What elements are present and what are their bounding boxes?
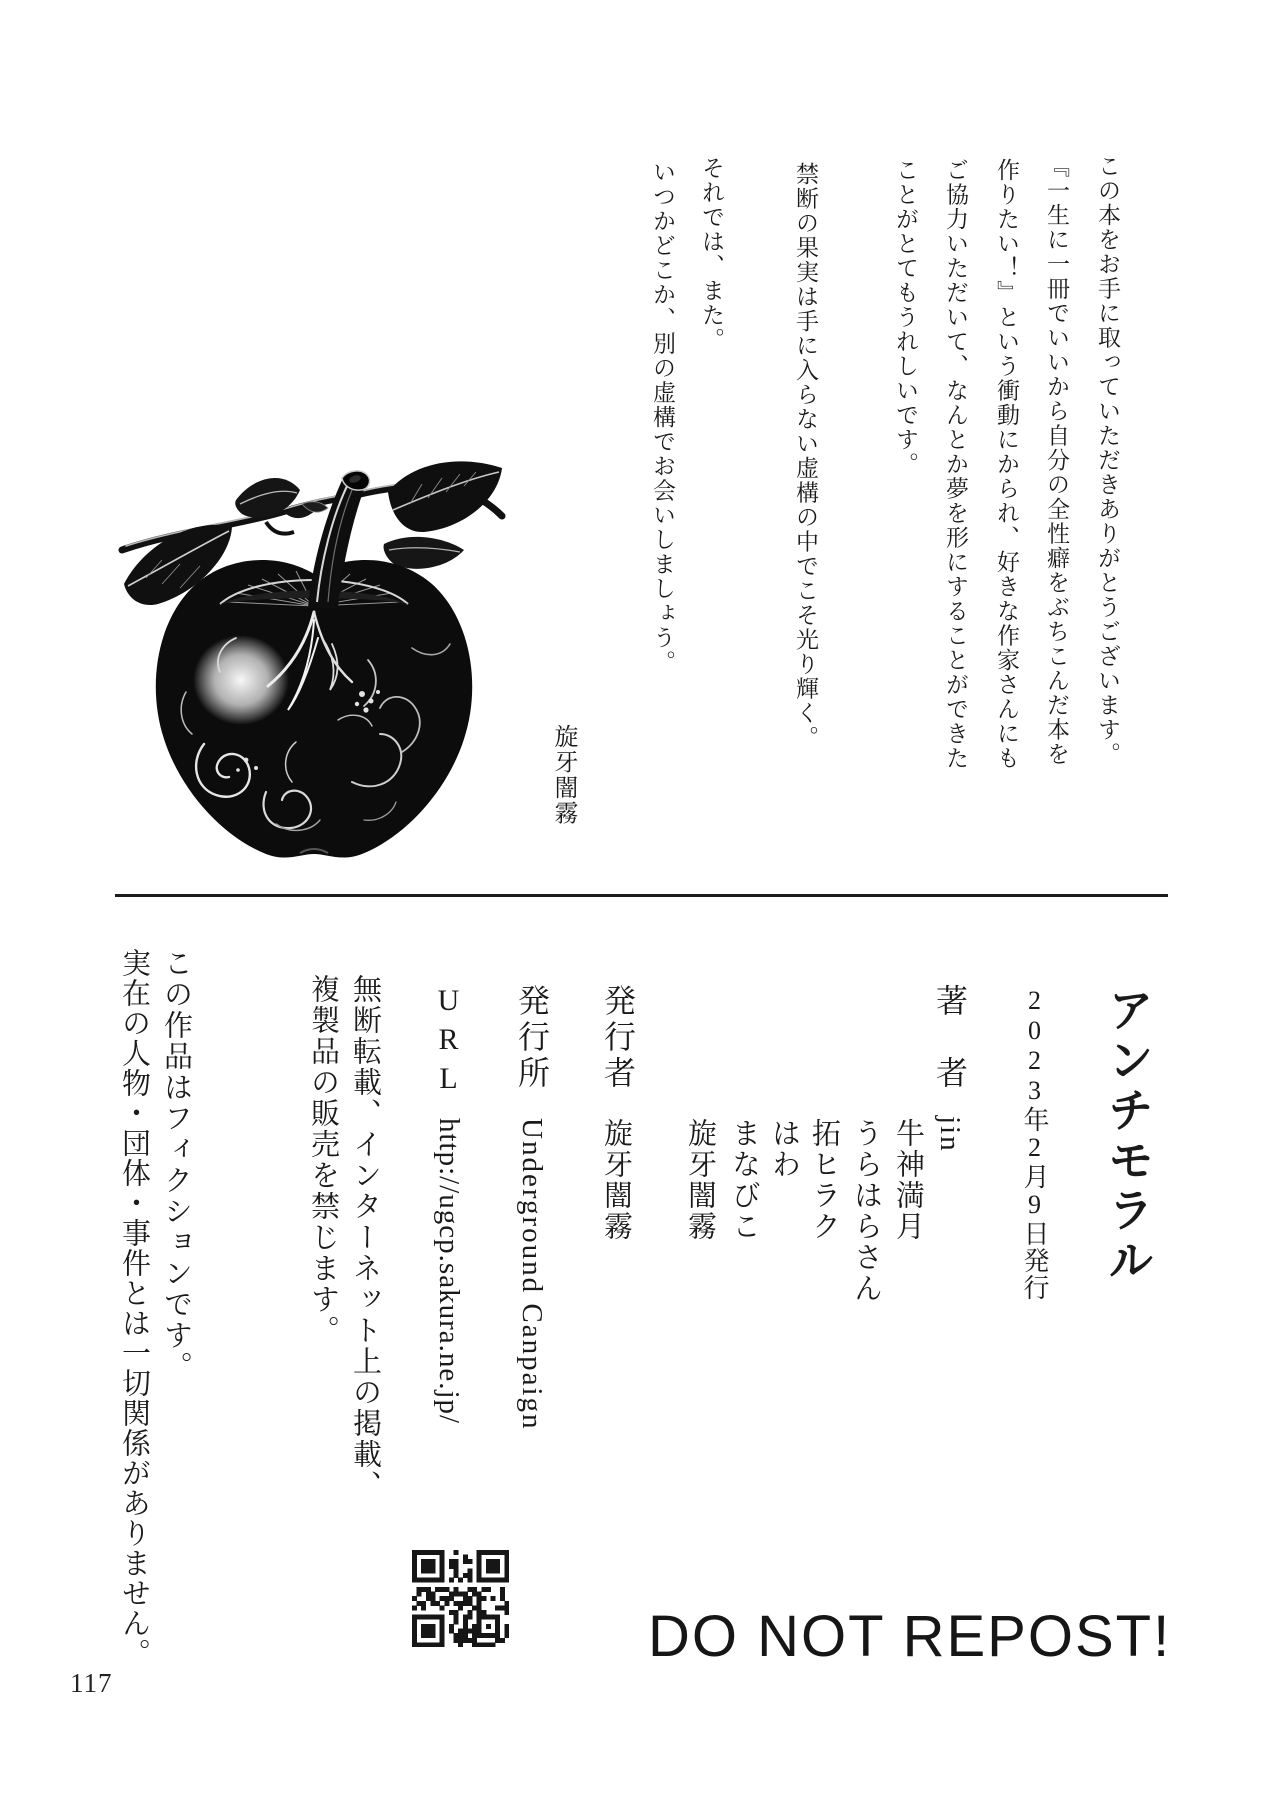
do-not-repost-text: DO NOT REPOST! [648, 1604, 1172, 1669]
copyright-notice-line-2: 複製品の販売を禁じます。 [307, 974, 339, 1346]
afterword-line-7: それでは、また。 [699, 156, 724, 352]
qr-code [412, 1550, 509, 1647]
ornate-apple-illustration [116, 452, 510, 876]
author-name-5: はわ [768, 1118, 800, 1180]
author-name-2: 牛神満月 [892, 1118, 924, 1242]
author-name-7: 旋牙闇霧 [684, 1118, 716, 1242]
afterword-line-4: ご協力いただいて、なんとか夢を形にすることができた [943, 158, 968, 771]
section-divider [115, 894, 1168, 897]
url-value: http://ugcp.sakura.ne.jp/ [433, 1118, 465, 1425]
afterword-line-6: 禁断の果実は手に入らない虚構の中でこそ光り輝く。 [793, 162, 818, 750]
publisher-label: 発行者 [600, 984, 636, 1092]
publisher-value: 旋牙闇霧 [600, 1118, 632, 1242]
colophon-date: 2023年2月9日発行 [1020, 986, 1049, 1301]
afterword-line-3: 作りたい！』という衝動にかられ、好きな作家さんにも [994, 158, 1019, 771]
fiction-disclaimer-line-2: 実在の人物・団体・事件とは一切関係がありません。 [118, 948, 150, 1668]
press-value: Underground Canpaign [516, 1118, 548, 1431]
afterword-signature: 旋牙闇霧 [550, 724, 576, 826]
fiction-disclaimer-line-1: この作品はフィクションです。 [160, 948, 192, 1382]
copyright-notice-line-1: 無断転載、インターネット上の掲載、 [349, 974, 381, 1501]
afterword-line-1: この本をお手に取っていただきありがとうございます。 [1095, 154, 1120, 767]
press-label: 発行所 [514, 984, 550, 1092]
afterword-line-8: いつかどこか、別の虚構でお会いしましょう。 [650, 160, 675, 675]
page-number: 117 [70, 1668, 113, 1698]
author-name-3: うらはらさん [850, 1118, 882, 1304]
author-name-4: 拓ヒラク [808, 1118, 840, 1242]
afterword-line-5: ことがとてもうれしいです。 [893, 158, 918, 477]
author-label: 著 者 [932, 984, 968, 1092]
author-name-6: まなびこ [728, 1118, 760, 1242]
colophon-title: アンチモラル [1102, 986, 1153, 1286]
afterword-line-2: 『一生に一冊でいいから自分の全性癖をぶちこんだ本を [1044, 154, 1069, 767]
author-name-1: jin [934, 1116, 966, 1153]
url-label: URL [432, 984, 465, 1101]
